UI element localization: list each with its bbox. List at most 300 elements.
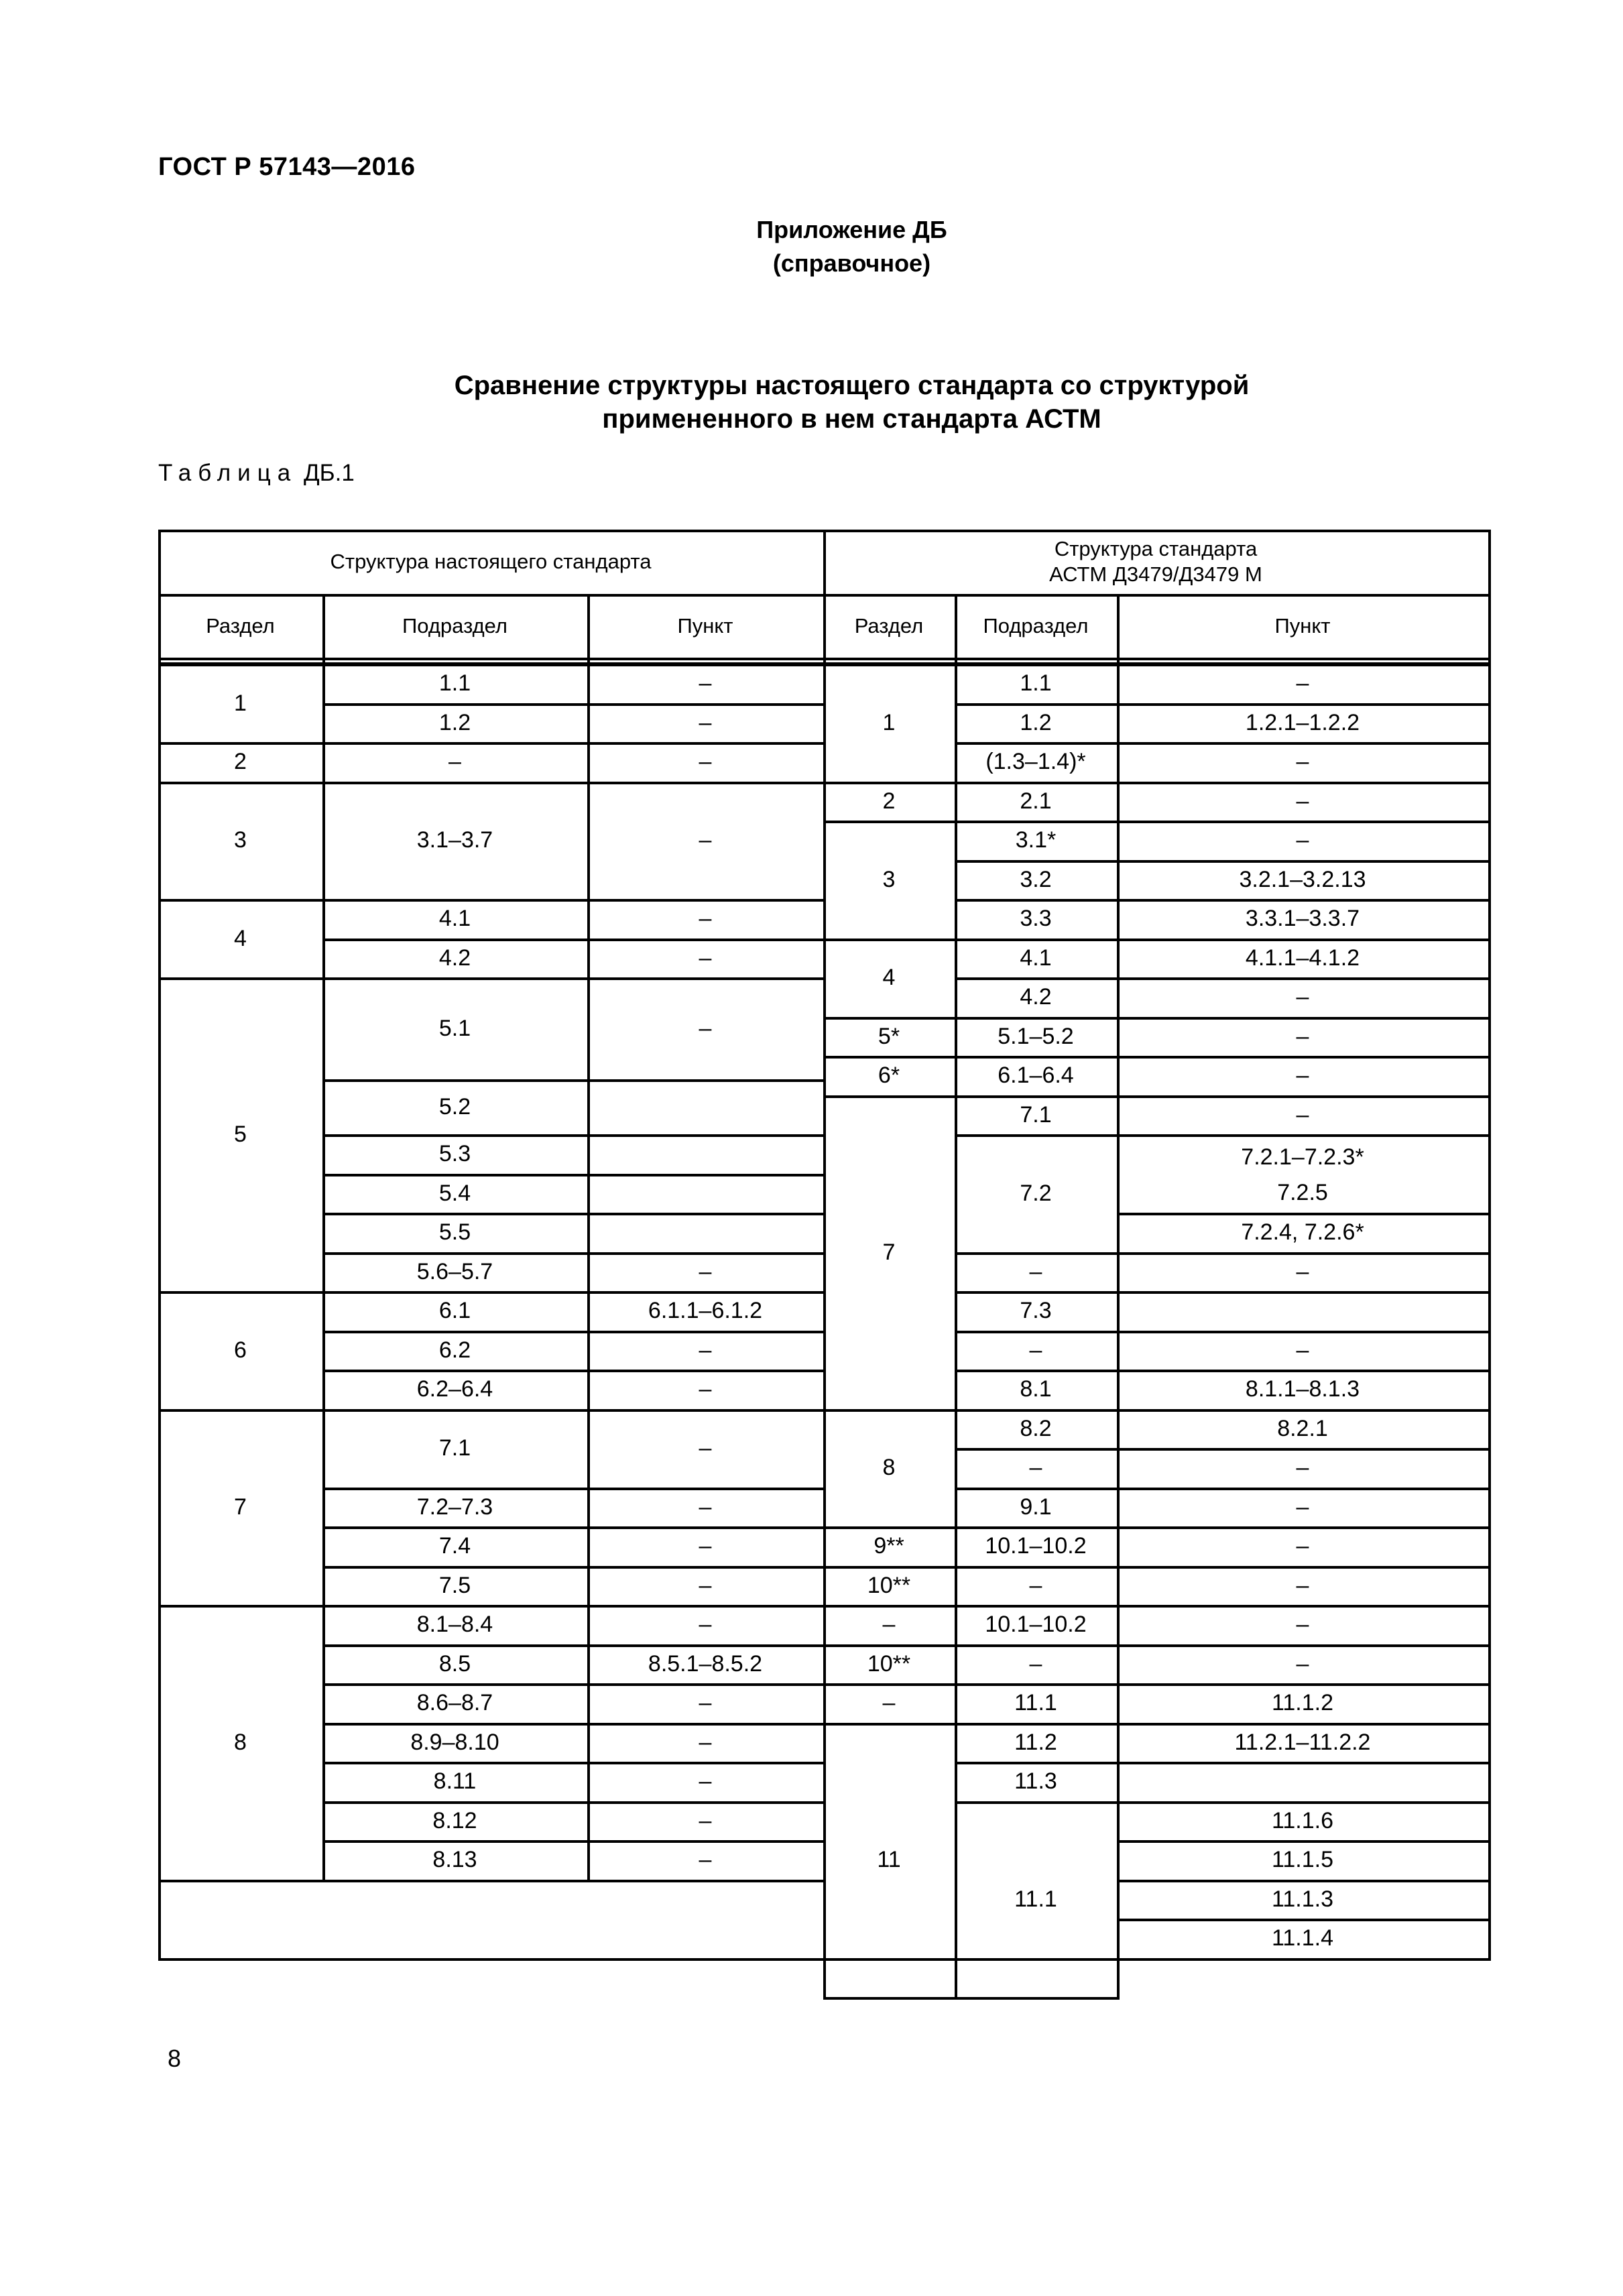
table-cell <box>587 1605 823 1644</box>
table-rule <box>1488 664 1491 706</box>
table-cell-text: 8 <box>882 1455 896 1481</box>
table-cell-text: 3 <box>882 866 896 892</box>
table-rule <box>1488 1605 1491 1647</box>
table-rule <box>1488 1291 1491 1333</box>
table-rule <box>1488 821 1491 863</box>
table-cell-text: – <box>699 1376 712 1402</box>
table-cell <box>587 1213 823 1252</box>
table-cell-text: 7 <box>234 1494 247 1520</box>
table-cell <box>1117 899 1488 939</box>
table-cell <box>587 939 823 978</box>
table-cell <box>587 1174 823 1213</box>
page-number: 8 <box>168 2045 182 2072</box>
table-cell-text: 4 <box>882 965 896 990</box>
table-cell-text: 11.1 <box>1014 1690 1057 1716</box>
table-cell <box>955 1017 1117 1056</box>
column-header-label: Пункт <box>1274 613 1331 638</box>
table-cell <box>587 1079 823 1134</box>
table-cell <box>587 1331 823 1370</box>
table-cell-text: 7.3 <box>1020 1298 1052 1324</box>
table-cell-text: 5.1 <box>438 1016 471 1042</box>
column-header <box>158 594 322 658</box>
table-cell <box>1117 1801 1488 1841</box>
table-cell-text: – <box>1296 670 1309 697</box>
table-cell <box>955 703 1117 743</box>
comparison-title-line1: Сравнение структуры настоящего стандарта со структурой <box>454 371 1250 400</box>
table-cell <box>322 1683 587 1723</box>
table-cell <box>322 1801 587 1841</box>
table-cell-text: – <box>1296 1572 1309 1598</box>
table-cell <box>823 939 955 1017</box>
table-cell-text: 10.1–10.2 <box>985 1612 1087 1638</box>
column-header-label: Пункт <box>677 613 733 638</box>
table-cell-text: – <box>1296 1258 1309 1284</box>
table-cell <box>158 977 322 1291</box>
column-header <box>322 594 587 658</box>
table-cell-text: – <box>699 1494 712 1520</box>
table-cell <box>322 1526 587 1566</box>
table-cell <box>322 1605 587 1644</box>
table-rule <box>1488 1213 1491 1255</box>
table-cell-text: – <box>699 1016 712 1042</box>
group-header-astm-line1: Структура стандарта <box>1054 537 1258 560</box>
table-cell <box>1117 1370 1488 1409</box>
table-cell <box>1117 1683 1488 1723</box>
table-rule <box>1117 1958 1491 1961</box>
group-header-astm-standard <box>823 530 1488 594</box>
comparison-table <box>158 530 1488 2002</box>
table-rule <box>1488 1409 1491 1451</box>
table-cell-text: 4.1 <box>1020 945 1052 971</box>
table-cell <box>587 977 823 1079</box>
table-cell-text: – <box>699 1337 712 1363</box>
table-cell <box>1117 860 1488 900</box>
table-cell <box>955 782 1117 821</box>
table-cell <box>955 1644 1117 1684</box>
table-cell-text: 11.1 <box>1014 1886 1057 1912</box>
table-cell <box>158 1409 322 1606</box>
table-cell <box>1117 1526 1488 1566</box>
table-cell-text-second: 7.2.5 <box>1277 1180 1328 1205</box>
table-cell-text: 4.1.1–4.1.2 <box>1245 945 1360 971</box>
table-cell-text: 8.12 <box>432 1807 477 1833</box>
table-rule <box>1488 1488 1491 1530</box>
table-cell-text: 2.1 <box>1020 788 1052 814</box>
table-cell-text: – <box>1296 1612 1309 1638</box>
table-rule <box>1488 939 1491 981</box>
table-cell <box>322 1762 587 1801</box>
table-cell <box>1117 782 1488 821</box>
table-cell <box>322 1566 587 1606</box>
table-cell-text: 8.9–8.10 <box>410 1729 499 1755</box>
table-cell-text: 7.2–7.3 <box>416 1494 493 1520</box>
table-cell-text: – <box>699 1612 712 1638</box>
table-cell <box>823 782 955 821</box>
table-cell-text: – <box>1296 1063 1309 1089</box>
table-cell-text: 8.1.1–8.1.3 <box>1245 1376 1360 1402</box>
table-cell-text: – <box>1296 1023 1309 1049</box>
column-header <box>587 594 823 658</box>
table-rule <box>1488 703 1491 745</box>
table-cell-text: 7.2 <box>1020 1180 1052 1206</box>
table-cell-text: 11.1.4 <box>1271 1925 1333 1951</box>
table-cell-text: – <box>1296 1494 1309 1520</box>
group-header-current-label: Структура настоящего стандарта <box>330 550 652 573</box>
table-cell <box>322 1488 587 1527</box>
table-cell-text: – <box>699 1847 712 1873</box>
column-header-label: Подраздел <box>983 613 1089 638</box>
table-rule <box>158 1880 325 1882</box>
table-rule <box>1488 1683 1491 1726</box>
table-rule <box>1488 742 1491 784</box>
table-cell <box>823 1683 955 1723</box>
table-cell <box>1117 1331 1488 1370</box>
comparison-title <box>0 369 1623 436</box>
table-cell-text: 7.2.1–7.2.3* <box>1241 1144 1364 1170</box>
table-cell <box>587 1644 823 1684</box>
table-rule <box>1488 1801 1491 1844</box>
table-cell-text: – <box>699 827 712 853</box>
table-cell <box>1117 1605 1488 1644</box>
table-label-word: Таблица <box>158 460 298 486</box>
group-header-astm-line2: АСТМ Д3479/Д3479 М <box>1049 562 1262 586</box>
table-rule <box>1488 899 1491 941</box>
table-cell <box>158 664 322 742</box>
table-cell <box>587 1683 823 1723</box>
table-cell <box>587 1762 823 1801</box>
table-cell-text: – <box>699 1768 712 1795</box>
table-cell <box>1117 1095 1488 1135</box>
table-cell <box>587 1723 823 1762</box>
table-cell-text: 8.2 <box>1020 1415 1052 1441</box>
table-cell <box>322 1331 587 1370</box>
table-cell <box>322 1079 587 1134</box>
table-cell <box>823 1644 955 1684</box>
table-cell <box>322 1213 587 1252</box>
table-cell <box>823 1723 955 1998</box>
table-cell <box>587 1488 823 1527</box>
table-cell <box>1117 1840 1488 1880</box>
table-rule <box>1488 1880 1491 1922</box>
table-cell <box>1117 821 1488 860</box>
table-cell <box>955 1683 1117 1723</box>
table-cell-text: 6.1–6.4 <box>998 1063 1074 1089</box>
table-rule <box>1488 1526 1491 1569</box>
table-cell-text: 8 <box>234 1729 247 1755</box>
table-cell-text: 5.4 <box>438 1180 471 1206</box>
table-cell-text: 5.3 <box>438 1141 471 1167</box>
table-cell <box>955 821 1117 860</box>
table-cell-text: – <box>1296 788 1309 814</box>
table-rule <box>1488 1017 1491 1059</box>
table-cell <box>587 1526 823 1566</box>
table-cell-text: 2 <box>234 749 247 775</box>
table-cell-text: 1.2.1–1.2.2 <box>1245 709 1360 735</box>
table-rule <box>1488 1056 1491 1098</box>
table-cell <box>955 1605 1117 1644</box>
table-cell <box>955 939 1117 978</box>
table-cell <box>1117 1723 1488 1762</box>
table-cell-text: 8.6–8.7 <box>416 1690 493 1716</box>
table-cell <box>587 1370 823 1409</box>
table-cell <box>587 899 823 939</box>
table-rule <box>1488 1134 1491 1215</box>
table-cell <box>587 782 823 900</box>
table-cell <box>587 1840 823 1880</box>
table-cell-text: – <box>1296 984 1309 1010</box>
group-header-current-standard <box>158 530 823 594</box>
table-cell <box>1117 1017 1488 1056</box>
annex-heading <box>0 213 1623 280</box>
table-cell <box>823 1056 955 1095</box>
table-cell <box>322 899 587 939</box>
table-cell-text: 7.1 <box>438 1435 471 1461</box>
table-cell <box>955 1370 1117 1409</box>
table-rule <box>1488 1644 1491 1687</box>
table-cell-text: 1.2 <box>438 709 471 735</box>
table-cell <box>158 1291 322 1409</box>
table-cell <box>955 899 1117 939</box>
table-cell-text: – <box>699 1690 712 1716</box>
table-cell <box>955 1252 1117 1292</box>
table-cell <box>955 742 1117 782</box>
table-cell <box>1117 1762 1488 1801</box>
table-cell-text: 6.1 <box>438 1298 471 1324</box>
table-cell-text: – <box>699 670 712 697</box>
table-cell-text: 8.2.1 <box>1277 1415 1328 1441</box>
table-cell-text: 7.2.4, 7.2.6* <box>1241 1219 1364 1246</box>
table-cell-text: 11.1.3 <box>1271 1886 1333 1912</box>
column-header-label: Раздел <box>206 613 275 638</box>
table-cell <box>955 1134 1117 1252</box>
table-cell <box>1117 1566 1488 1606</box>
table-cell-text: – <box>699 1572 712 1598</box>
table-label <box>158 460 355 487</box>
table-cell <box>587 1801 823 1841</box>
table-cell <box>158 899 322 977</box>
table-cell <box>322 782 587 900</box>
table-cell-text: – <box>1296 749 1309 775</box>
table-cell <box>322 1723 587 1762</box>
table-cell <box>823 1017 955 1056</box>
table-cell <box>955 1095 1117 1135</box>
table-cell-text: 5.2 <box>438 1094 471 1120</box>
table-cell <box>1117 1644 1488 1684</box>
table-cell-text: 11.1.5 <box>1271 1847 1333 1873</box>
table-cell <box>955 1331 1117 1370</box>
table-cell-text: 5.5 <box>438 1219 471 1246</box>
table-cell-text: 1.1 <box>438 670 471 697</box>
table-cell-text: 6.1.1–6.1.2 <box>648 1298 763 1324</box>
table-rule <box>1488 1095 1491 1138</box>
table-cell-text: 7.5 <box>438 1572 471 1598</box>
table-cell <box>322 1644 587 1684</box>
table-cell <box>1117 742 1488 782</box>
table-cell <box>955 977 1117 1017</box>
table-cell-text: – <box>1296 1650 1309 1677</box>
table-cell <box>955 860 1117 900</box>
table-cell <box>955 1291 1117 1331</box>
comparison-title-line2: примененного в нем стандарта АСТМ <box>602 404 1101 434</box>
table-cell-text: 8.1–8.4 <box>416 1612 493 1638</box>
table-cell-text: (1.3–1.4)* <box>985 749 1086 775</box>
table-cell <box>1117 977 1488 1017</box>
table-cell-text: 11.1.2 <box>1271 1690 1333 1716</box>
column-header-label: Раздел <box>854 613 924 638</box>
table-cell-text: 11.1.6 <box>1271 1807 1333 1833</box>
table-cell <box>322 742 587 782</box>
table-cell-text: 7.4 <box>438 1533 471 1559</box>
annex-status: (справочное) <box>772 249 931 277</box>
table-cell <box>955 1056 1117 1095</box>
table-cell-text: 7.1 <box>1020 1101 1052 1128</box>
table-cell-text: – <box>882 1690 896 1716</box>
table-cell-text: 3.1–3.7 <box>416 827 493 853</box>
table-cell <box>1117 1488 1488 1527</box>
table-cell <box>955 1526 1117 1566</box>
table-cell <box>823 1566 955 1606</box>
table-cell <box>322 1174 587 1213</box>
table-cell-text: 4.2 <box>438 945 471 971</box>
table-rule <box>1488 1448 1491 1490</box>
column-header-label: Подраздел <box>402 613 507 638</box>
table-cell <box>158 1605 322 1880</box>
table-rule <box>322 1880 590 1882</box>
table-cell <box>1117 664 1488 703</box>
table-rule <box>1488 977 1491 1020</box>
table-cell-text: 3.2 <box>1020 866 1052 892</box>
table-cell-text: – <box>1029 1455 1042 1481</box>
table-cell <box>823 1605 955 1644</box>
table-cell <box>823 821 955 939</box>
table-rule <box>1488 1566 1491 1608</box>
table-cell <box>955 1762 1117 1801</box>
table-cell <box>823 1526 955 1566</box>
table-cell-text: 2 <box>882 788 896 814</box>
table-rule <box>1488 1252 1491 1294</box>
table-cell-text: – <box>699 945 712 971</box>
table-cell-text: 10** <box>867 1650 911 1677</box>
table-cell-text: – <box>1296 1101 1309 1128</box>
table-cell <box>955 1448 1117 1488</box>
table-cell <box>1117 1056 1488 1095</box>
table-cell <box>322 939 587 978</box>
table-cell-text: – <box>699 709 712 735</box>
table-cell-text: 10** <box>867 1572 911 1598</box>
table-cell-text: 5.6–5.7 <box>416 1258 493 1284</box>
table-cell <box>322 664 587 703</box>
table-rule <box>1488 1370 1491 1412</box>
table-cell-text: 11 <box>877 1847 901 1873</box>
table-cell-text: 7 <box>882 1239 896 1265</box>
table-cell <box>1117 1448 1488 1488</box>
table-cell-text: 1.1 <box>1020 670 1052 697</box>
table-cell <box>587 1252 823 1292</box>
table-cell-text: 1 <box>234 690 247 716</box>
table-cell <box>322 1252 587 1292</box>
table-cell-text: – <box>699 1258 712 1284</box>
table-cell-text: 9.1 <box>1020 1494 1052 1520</box>
table-rule <box>1488 1331 1491 1373</box>
table-rule <box>823 1997 957 2000</box>
table-cell-text: – <box>699 1533 712 1559</box>
table-cell-text: 3.3.1–3.3.7 <box>1245 906 1360 932</box>
table-cell <box>158 742 322 782</box>
table-cell-text: 3.3 <box>1020 906 1052 932</box>
table-cell <box>322 1409 587 1488</box>
table-cell-text: 11.3 <box>1014 1768 1057 1795</box>
column-header <box>823 594 955 658</box>
table-cell-text: 6 <box>234 1337 247 1363</box>
table-cell <box>322 703 587 743</box>
table-cell <box>955 1566 1117 1606</box>
table-cell-text: 4.2 <box>1020 984 1052 1010</box>
document-code: ГОСТ Р 57143—2016 <box>158 153 416 181</box>
table-cell-text: 6.2–6.4 <box>416 1376 493 1402</box>
table-rule <box>955 1997 1120 2000</box>
table-cell-text: 8.13 <box>432 1847 477 1873</box>
table-cell <box>955 1801 1117 1998</box>
table-rule <box>1488 860 1491 902</box>
table-cell-text: 6* <box>878 1063 900 1089</box>
table-cell <box>1117 1291 1488 1331</box>
table-cell <box>955 1723 1117 1762</box>
table-cell-text: 9** <box>874 1533 904 1559</box>
table-cell <box>1117 1880 1488 1919</box>
table-cell-text: 5* <box>878 1023 900 1049</box>
table-cell-text: – <box>882 1612 896 1638</box>
table-cell-text: 8.5.1–8.5.2 <box>648 1650 763 1677</box>
table-cell-text: – <box>1029 1572 1042 1598</box>
table-cell <box>1117 1919 1488 1958</box>
table-cell-text: – <box>1029 1258 1042 1284</box>
table-cell-text: 3.1* <box>1015 827 1057 853</box>
table-cell-text: 8.11 <box>433 1768 477 1795</box>
column-header <box>955 594 1117 658</box>
table-cell <box>587 1291 823 1331</box>
table-cell <box>955 1409 1117 1449</box>
table-cell-text: 3.2.1–3.2.13 <box>1239 866 1366 892</box>
table-rule <box>1488 782 1491 824</box>
table-rule <box>1488 1723 1491 1765</box>
table-cell <box>587 1566 823 1606</box>
table-cell-text: – <box>699 1807 712 1833</box>
table-cell <box>823 1095 955 1409</box>
table-cell <box>587 1409 823 1488</box>
table-cell-text: 6.2 <box>438 1337 471 1363</box>
table-cell-text: – <box>448 749 461 775</box>
table-cell <box>823 1409 955 1527</box>
table-cell-text: 8.5 <box>438 1650 471 1677</box>
table-cell-text: – <box>1296 1337 1309 1363</box>
table-cell <box>587 742 823 782</box>
annex-title: Приложение ДБ <box>756 216 947 243</box>
table-cell <box>955 1488 1117 1527</box>
table-cell-text: 11.2.1–11.2.2 <box>1234 1729 1371 1755</box>
table-rule <box>1488 1762 1491 1804</box>
table-label-number: ДБ.1 <box>303 460 355 486</box>
table-cell-text: 4.1 <box>438 906 471 932</box>
table-cell-text: 8.1 <box>1020 1376 1052 1402</box>
table-cell-text: 1.2 <box>1020 709 1052 735</box>
table-cell-text: – <box>699 906 712 932</box>
table-cell <box>587 703 823 743</box>
table-cell-text: 5 <box>234 1122 247 1147</box>
table-cell-text: – <box>699 749 712 775</box>
table-cell <box>322 1840 587 1880</box>
table-rule <box>1488 1840 1491 1882</box>
table-cell <box>587 1134 823 1174</box>
